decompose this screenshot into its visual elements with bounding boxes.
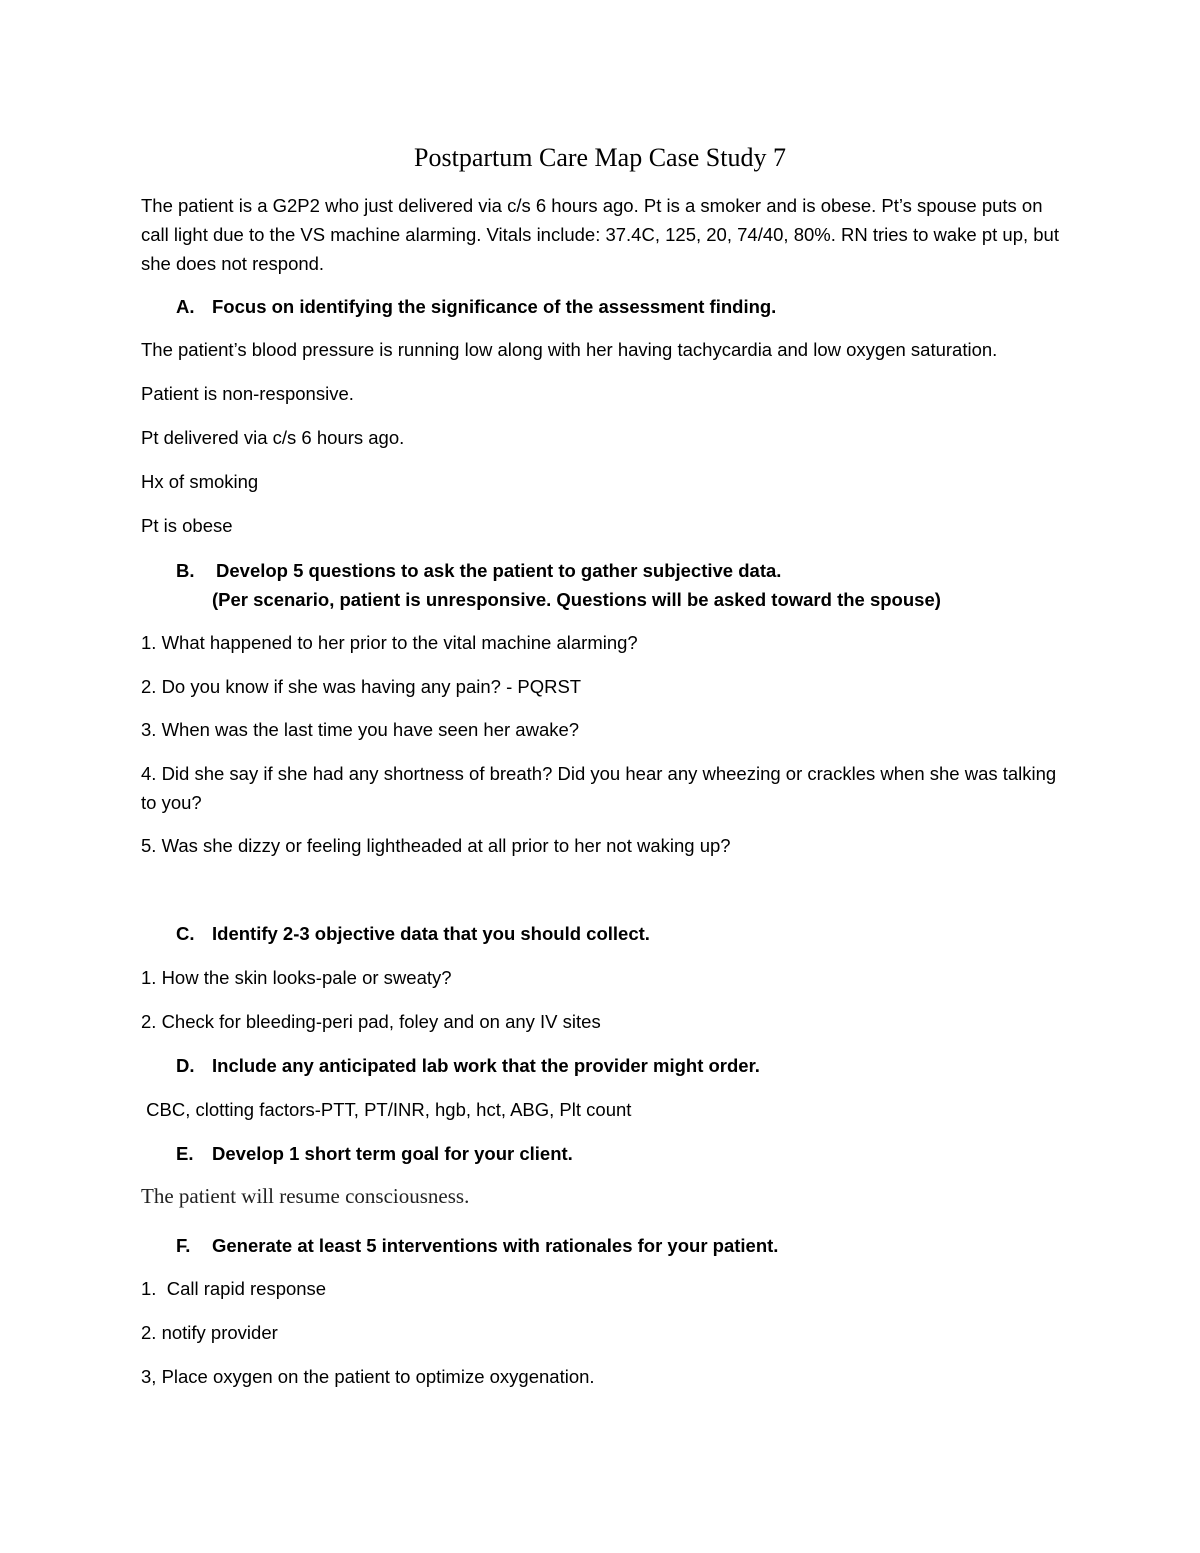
section-a-heading-text: Focus on identifying the significance of the assessment finding. — [212, 296, 777, 317]
section-b-subheading: (Per scenario, patient is unresponsive. Questions will be asked toward the spouse) — [212, 589, 941, 610]
section-a-letter: A. — [176, 296, 195, 317]
question-item: 3. When was the last time you have seen her awake? — [141, 719, 580, 740]
document-title: Postpartum Care Map Case Study 7 — [414, 143, 786, 172]
section-a-heading — [176, 292, 776, 321]
question-item: 5. Was she dizzy or feeling lightheaded at all prior to her not waking up? — [141, 835, 731, 856]
intro-paragraph: The patient is a G2P2 who just delivered via c/s 6 hours ago. Pt is a smoker and is obese. Pt’s spouse puts on call light due to the VS machine alarming. Vitals include: 37.4C, 125, 20, 74/40, 80%. RN tries to wake pt up, but she does not respond. — [141, 195, 1059, 274]
section-c-heading — [176, 919, 650, 948]
section-a-line: Hx of smoking — [141, 471, 259, 492]
section-f-heading-text: Generate at least 5 interventions with rationales for your patient. — [212, 1235, 779, 1256]
question-item: 2. Do you know if she was having any pain? - PQRST — [141, 676, 582, 697]
section-a-line: Patient is non-responsive. — [141, 383, 354, 404]
intervention-item: 1. Call rapid response — [141, 1278, 327, 1299]
intervention-item: 3, Place oxygen on the patient to optimize oxygenation. — [141, 1366, 595, 1387]
intervention-item: 2. notify provider — [141, 1322, 278, 1343]
section-b-letter: B. — [176, 560, 195, 581]
section-c-line: 2. Check for bleeding-peri pad, foley and on any IV sites — [141, 1011, 601, 1032]
section-d-heading-text: Include any anticipated lab work that the provider might order. — [212, 1055, 760, 1076]
section-d-letter: D. — [176, 1055, 195, 1076]
question-item: 1. What happened to her prior to the vital machine alarming? — [141, 632, 638, 653]
section-c-letter: C. — [176, 923, 195, 944]
section-a-line: Pt delivered via c/s 6 hours ago. — [141, 427, 405, 448]
section-f-heading — [176, 1231, 778, 1260]
section-a-line: The patient’s blood pressure is running low along with her having tachycardia and low oxygen saturation. — [141, 339, 998, 360]
section-e-heading-text: Develop 1 short term goal for your client. — [212, 1143, 573, 1164]
question-item: 4. Did she say if she had any shortness of breath? Did you hear any wheezing or crackles when she was talking to you? — [141, 763, 1057, 813]
section-c-heading-text: Identify 2-3 objective data that you should collect. — [212, 923, 650, 944]
short-term-goal: The patient will resume consciousness. — [141, 1184, 470, 1208]
section-e-heading — [176, 1139, 573, 1168]
section-d-line: CBC, clotting factors-PTT, PT/INR, hgb, hct, ABG, Plt count — [141, 1099, 632, 1120]
section-d-heading — [176, 1051, 760, 1080]
section-b-heading-text: Develop 5 questions to ask the patient to gather subjective data. — [216, 560, 782, 581]
section-a-line: Pt is obese — [141, 515, 233, 536]
section-f-letter: F. — [176, 1235, 191, 1256]
section-b-heading — [176, 556, 781, 585]
section-e-letter: E. — [176, 1143, 194, 1164]
section-c-line: 1. How the skin looks-pale or sweaty? — [141, 967, 452, 988]
